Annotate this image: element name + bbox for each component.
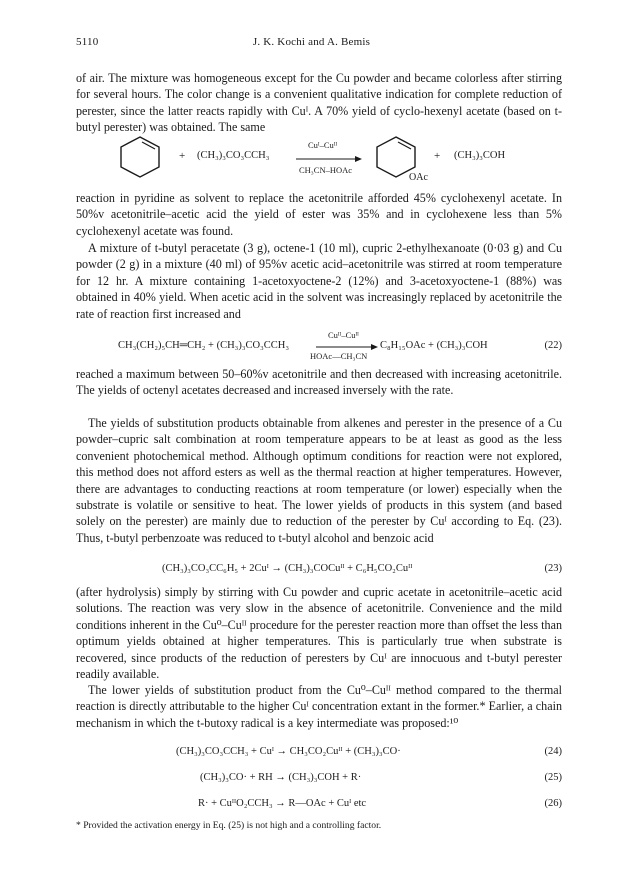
equation-23 bbox=[76, 563, 562, 579]
solvent-label: CH₃CN–HOAc bbox=[299, 165, 353, 175]
perester-formula: (CH₃)₃CO₃CCH₃ bbox=[197, 150, 270, 161]
equation-number: (22) bbox=[544, 340, 562, 351]
equation-number: (24) bbox=[544, 746, 562, 757]
equation-24 bbox=[76, 746, 562, 762]
paragraph-text: The yields of substitution products obtainable from alkenes and perester in the presence of a Cu powder–cupric salt combination at room temperature appears to be at least as good as the less convenient photochemical method. Although optimum conditions for reaction were not explored, this method does not afford esters as well as the thermal reaction at higher temperatures. However, there are advantages to conducting reactions at room temperature (or lower) especially when the substrate is volatile or sensitive to heat. The lower yields of products in this system (and based solely on the perester) are mainly due to reduction of the perester by Cuᴵ according to Eq. (23). Thus, t-butyl perbenzoate was reduced to t-butyl alcohol and benzoic acid bbox=[76, 416, 562, 545]
equation-number: (25) bbox=[544, 772, 562, 783]
equation-26 bbox=[76, 798, 562, 814]
paragraph-text: (after hydrolysis) simply by stirring with Cu powder and cupric acetate in acetonitrile–acetic acid solutions. The reaction was very slow in the absence of acetonitrile. Convenience and the mild conditions inherent in the Cu⁰–Cuᴵᴵ procedure for the perester reaction more than offset the less than optimum yields obtained at higher temperatures. This is particularly true when substrate is recovered, since products of the reduction of peresters by Cuᴵ are innocuous and t-butyl perester readily available. bbox=[76, 585, 562, 682]
paragraph-text: A mixture of t-butyl peracetate (3 g), octene-1 (10 ml), cupric 2-ethylhexanoate (0·03 g) and Cu powder (2 g) in a mixture (40 ml) of 95%v acetic acid–acetonitrile was stirred at room temperature for 12 hr. A mixture containing 1-acetoxyoctene-2 (12%) and 3-acetoxyoctene-1 (88%) was obtained in 40% yield. When acetic acid in the solvent was increasingly replaced by acetonitrile the rate of reaction first increased and bbox=[76, 241, 562, 321]
eq23-text: (CH₃)₃CO₃CC₆H₅ + 2Cuᴵ → (CH₃)₃COCuᴵᴵ + C₆H₅CO₂Cuᴵᴵ bbox=[162, 563, 413, 574]
paragraph-text: reaction in pyridine as solvent to replace the acetonitrile afforded 45% cyclohexenyl acetate. In 50%v acetonitrile–acetic acid the yield of ester was 35% and in cyclohexene less than 5% cyclohexenyl acetate was found. bbox=[76, 191, 562, 238]
paragraph-4 bbox=[76, 366, 562, 399]
equation-22 bbox=[76, 330, 562, 360]
eq24-text: (CH₃)₃CO₃CCH₃ + Cuᴵ → CH₃CO₂Cuᴵᴵ + (CH₃)₃CO· bbox=[176, 746, 401, 757]
page-number: 5110 bbox=[76, 36, 99, 48]
paragraph-6 bbox=[76, 584, 562, 682]
eq22-left: CH₃(CH₂)₅CH═CH₂ + (CH₃)₃CO₃CCH₃ bbox=[118, 340, 289, 351]
reaction-arrow bbox=[296, 155, 362, 163]
scheme-cyclohexene bbox=[76, 134, 562, 184]
eq22-solvent: HOAc—CH₃CN bbox=[310, 351, 368, 361]
footnote-text: * Provided the activation energy in Eq. (25) is not high and a controlling factor. bbox=[76, 820, 382, 831]
eq26-text: R· + CuᴵᴵO₂CCH₃ → R—OAc + Cuᴵ etc bbox=[198, 798, 367, 809]
eq25-text: (CH₃)₃CO· + RH → (CH₃)₃COH + R· bbox=[200, 772, 362, 783]
paragraph-text: reached a maximum between 50–60%v acetonitrile and then decreased with increasing acetonitrile. The yields of octenyl acetates decreased and increased inversely with the rate. bbox=[76, 367, 562, 398]
footnote bbox=[76, 820, 562, 831]
eq22-catalyst: Cuᴵᴵ–Cuᴵᴵ bbox=[328, 330, 359, 340]
paragraph-2 bbox=[76, 190, 562, 239]
paragraph-1 bbox=[76, 70, 562, 136]
page-header bbox=[76, 36, 547, 52]
equation-number: (26) bbox=[544, 798, 562, 809]
tbutanol-formula: (CH₃)₃COH bbox=[454, 150, 506, 161]
paragraph-text: The lower yields of substitution product from the Cu⁰–Cuᴵᴵ method compared to the thermal reaction is directly attributable to the higher Cuᴵ concentration extant in the former.* Earlier, a chain mechanism in which the t-butoxy radical is a key intermediate was proposed:¹⁰ bbox=[76, 683, 562, 730]
paragraph-3 bbox=[76, 240, 562, 322]
paragraph-text: of air. The mixture was homogeneous except for the Cu powder and became colorless after stirring for several hours. The color change is a convenient qualitative indication for complete reduction of perester, since the latter reacts rapidly with Cuᴵ. A 70% yield of cyclo-hexenyl acetate (based on t-butyl perester) was obtained. The same bbox=[76, 71, 562, 135]
paragraph-7 bbox=[76, 682, 562, 731]
catalyst-label: Cuᴵ–Cuᴵᴵ bbox=[308, 140, 338, 150]
cyclohexene-structure bbox=[116, 134, 164, 180]
equation-number: (23) bbox=[544, 563, 562, 574]
plus-sign: + bbox=[179, 150, 186, 162]
reaction-arrow bbox=[316, 343, 378, 351]
eq22-right: C₈H₁₅OAc + (CH₃)₃COH bbox=[380, 340, 488, 351]
running-title: J. K. Kochi and A. Bemis bbox=[252, 36, 371, 48]
plus-sign-2: + bbox=[434, 150, 441, 162]
paragraph-5 bbox=[76, 415, 562, 546]
equation-25 bbox=[76, 772, 562, 788]
acetoxy-group: OAc bbox=[409, 172, 428, 183]
